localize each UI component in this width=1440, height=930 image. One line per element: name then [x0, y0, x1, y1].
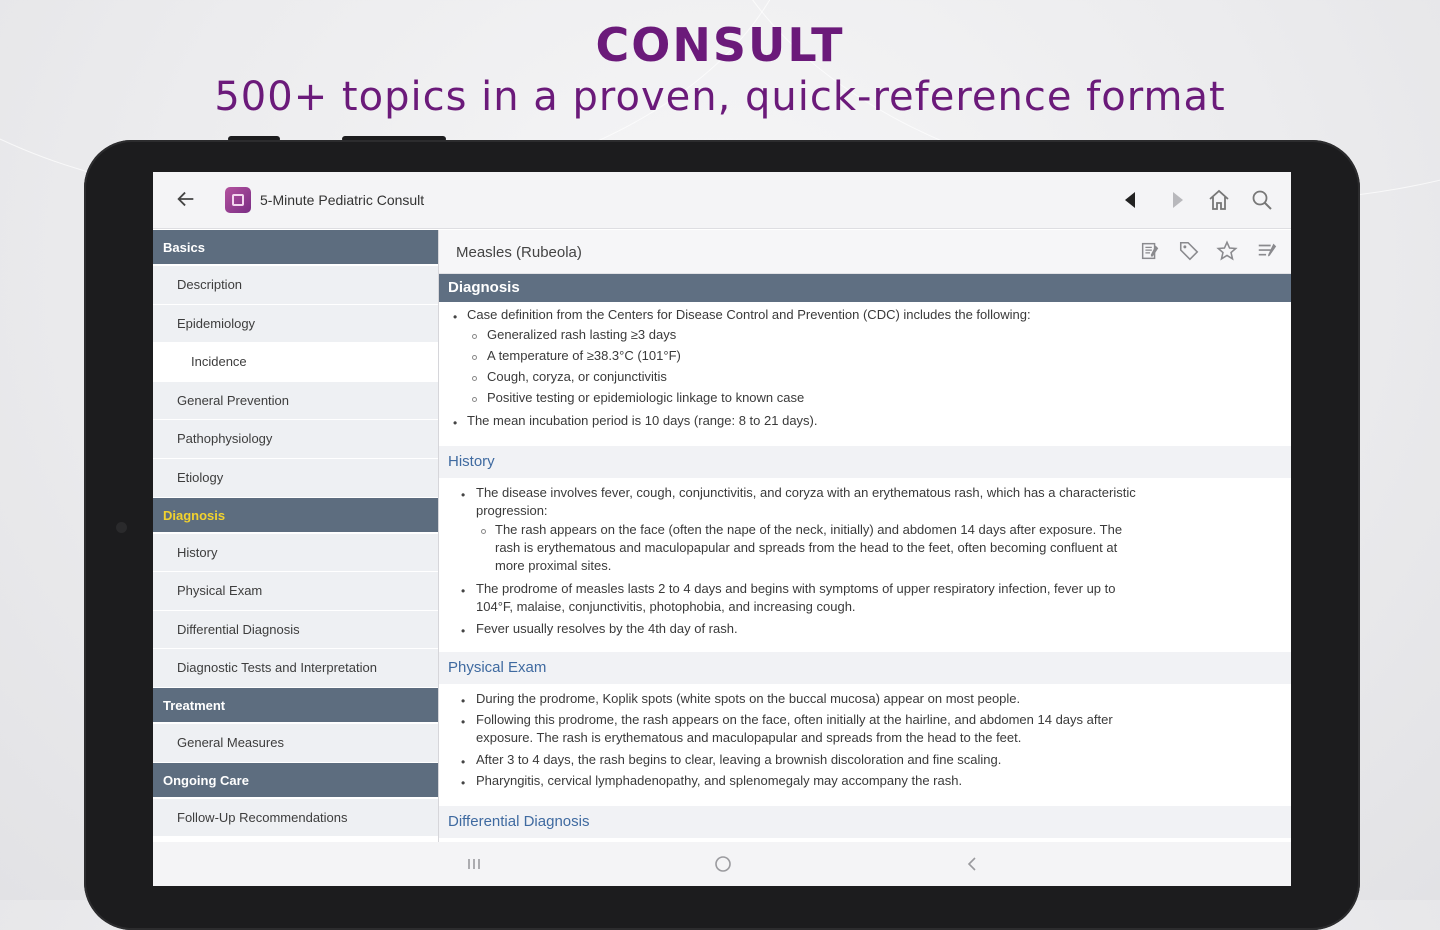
bullet-dot: •: [461, 755, 466, 769]
diagnosis-sub-4: Positive testing or epidemiologic linkage to known case: [487, 390, 805, 405]
bullet-dot: •: [461, 715, 466, 729]
promo-title: CONSULT: [595, 18, 845, 72]
sidebar-item-general-prevention[interactable]: General Prevention: [153, 382, 438, 421]
section-header-differential-diagnosis: Differential Diagnosis: [439, 806, 1291, 838]
topic-content: [439, 230, 1291, 842]
recent-apps-icon[interactable]: [465, 855, 483, 873]
sidebar-section-basics[interactable]: Basics: [153, 230, 438, 266]
star-icon[interactable]: [1216, 240, 1238, 262]
physical-exam-bullet-2: Following this prodrome, the rash appears on the face, often initially at the hairline, and abdomen 14 days after: [476, 712, 1113, 727]
topic-sidebar: [153, 230, 438, 842]
app-logo: [225, 187, 251, 213]
sub-bullet-circle: [472, 355, 477, 360]
diagnosis-bullet-1: Case definition from the Centers for Disease Control and Prevention (CDC) includes the following:: [467, 307, 1031, 322]
sidebar-item-etiology[interactable]: Etiology: [153, 459, 438, 498]
diagnosis-sub-1: Generalized rash lasting ≥3 days: [487, 327, 677, 342]
sidebar-section-treatment[interactable]: Treatment: [153, 688, 438, 724]
history-bullet-3: Fever usually resolves by the 4th day of rash.: [476, 621, 738, 636]
diagnosis-bullet-2: The mean incubation period is 10 days (range: 8 to 21 days).: [467, 413, 818, 428]
history-bullet-1: The disease involves fever, cough, conjunctivitis, and coryza with an erythematous rash, which has a characteristic: [476, 485, 1136, 500]
sub-bullet-circle: [472, 376, 477, 381]
front-camera: [116, 522, 127, 533]
app-bar: [153, 172, 1291, 229]
sidebar-item-differential-diagnosis[interactable]: Differential Diagnosis: [153, 611, 438, 650]
sidebar-item-general-measures[interactable]: General Measures: [153, 724, 438, 763]
diagnosis-sub-3: Cough, coryza, or conjunctivitis: [487, 369, 667, 384]
topic-toolbar: [439, 230, 1291, 274]
physical-exam-bullet-3: After 3 to 4 days, the rash begins to clear, leaving a brownish discoloration and fine scaling.: [476, 752, 1002, 767]
history-sub-1-cont: rash is erythematous and maculopapular and spreads from the head to the feet, often becoming confluent at: [495, 540, 1118, 555]
app-screen: [153, 172, 1291, 886]
physical-exam-bullet-2-cont: exposure. The rash is erythematous and maculopapular and spreads from the head to the feet.: [476, 730, 1022, 745]
bullet-dot: •: [461, 624, 466, 638]
history-bullet-1-cont: progression:: [476, 503, 548, 518]
sidebar-item-pathophysiology[interactable]: Pathophysiology: [153, 420, 438, 459]
home-button-icon[interactable]: [714, 855, 732, 873]
diagnosis-sub-2: A temperature of ≥38.3°C (101°F): [487, 348, 681, 363]
bullet-dot: •: [461, 488, 466, 502]
section-header-diagnosis: Diagnosis: [439, 274, 1291, 302]
notes-icon[interactable]: [1139, 240, 1161, 262]
back-arrow-icon[interactable]: [175, 188, 197, 210]
sidebar-item-history[interactable]: History: [153, 534, 438, 573]
physical-exam-bullet-4: Pharyngitis, cervical lymphadenopathy, and splenomegaly may accompany the rash.: [476, 773, 963, 788]
search-icon[interactable]: [1250, 188, 1274, 212]
sidebar-item-epidemiology[interactable]: Epidemiology: [153, 305, 438, 344]
history-sub-1-cont2: more proximal sites.: [495, 558, 612, 573]
sidebar-section-diagnosis[interactable]: Diagnosis: [153, 498, 438, 534]
sidebar-item-follow-up[interactable]: Follow-Up Recommendations: [153, 799, 438, 838]
section-header-physical-exam: Physical Exam: [439, 652, 1291, 684]
history-sub-1: The rash appears on the face (often the nape of the neck, initially) and abdomen 14 days after exposure. The: [495, 522, 1123, 537]
sidebar-section-ongoing-care[interactable]: Ongoing Care: [153, 763, 438, 799]
physical-exam-bullet-1: During the prodrome, Koplik spots (white spots on the buccal mucosa) appear on most people.: [476, 691, 1021, 706]
sidebar-item-diagnostic-tests[interactable]: Diagnostic Tests and Interpretation: [153, 649, 438, 688]
sub-bullet-circle: [481, 529, 486, 534]
history-bullet-2: The prodrome of measles lasts 2 to 4 days and begins with symptoms of upper respiratory infection, fever up to: [476, 581, 1116, 596]
section-header-history: History: [439, 446, 1291, 478]
bullet-dot: •: [461, 584, 466, 598]
system-navigation-bar: [153, 842, 1291, 886]
chevron-left-icon[interactable]: [1119, 188, 1143, 212]
playlist-add-icon[interactable]: [1256, 240, 1278, 262]
sidebar-item-physical-exam[interactable]: Physical Exam: [153, 572, 438, 611]
topic-title: Measles (Rubeola): [456, 244, 582, 261]
system-back-icon[interactable]: [963, 855, 981, 873]
sidebar-item-incidence[interactable]: Incidence: [153, 343, 438, 382]
app-title: 5-Minute Pediatric Consult: [260, 192, 425, 208]
bullet-dot: •: [461, 694, 466, 708]
bullet-dot: •: [461, 776, 466, 790]
sub-bullet-circle: [472, 334, 477, 339]
history-bullet-2-cont: 104°F, malaise, conjunctivitis, photophobia, and increasing cough.: [476, 599, 856, 614]
bullet-dot: •: [453, 310, 458, 324]
tag-icon[interactable]: [1178, 240, 1200, 262]
bullet-dot: •: [453, 416, 458, 430]
home-icon[interactable]: [1207, 188, 1231, 212]
chevron-right-icon[interactable]: [1165, 188, 1189, 212]
sub-bullet-circle: [472, 397, 477, 402]
promo-subtitle: 500+ topics in a proven, quick-reference format: [214, 74, 1226, 120]
sidebar-item-description[interactable]: Description: [153, 266, 438, 305]
